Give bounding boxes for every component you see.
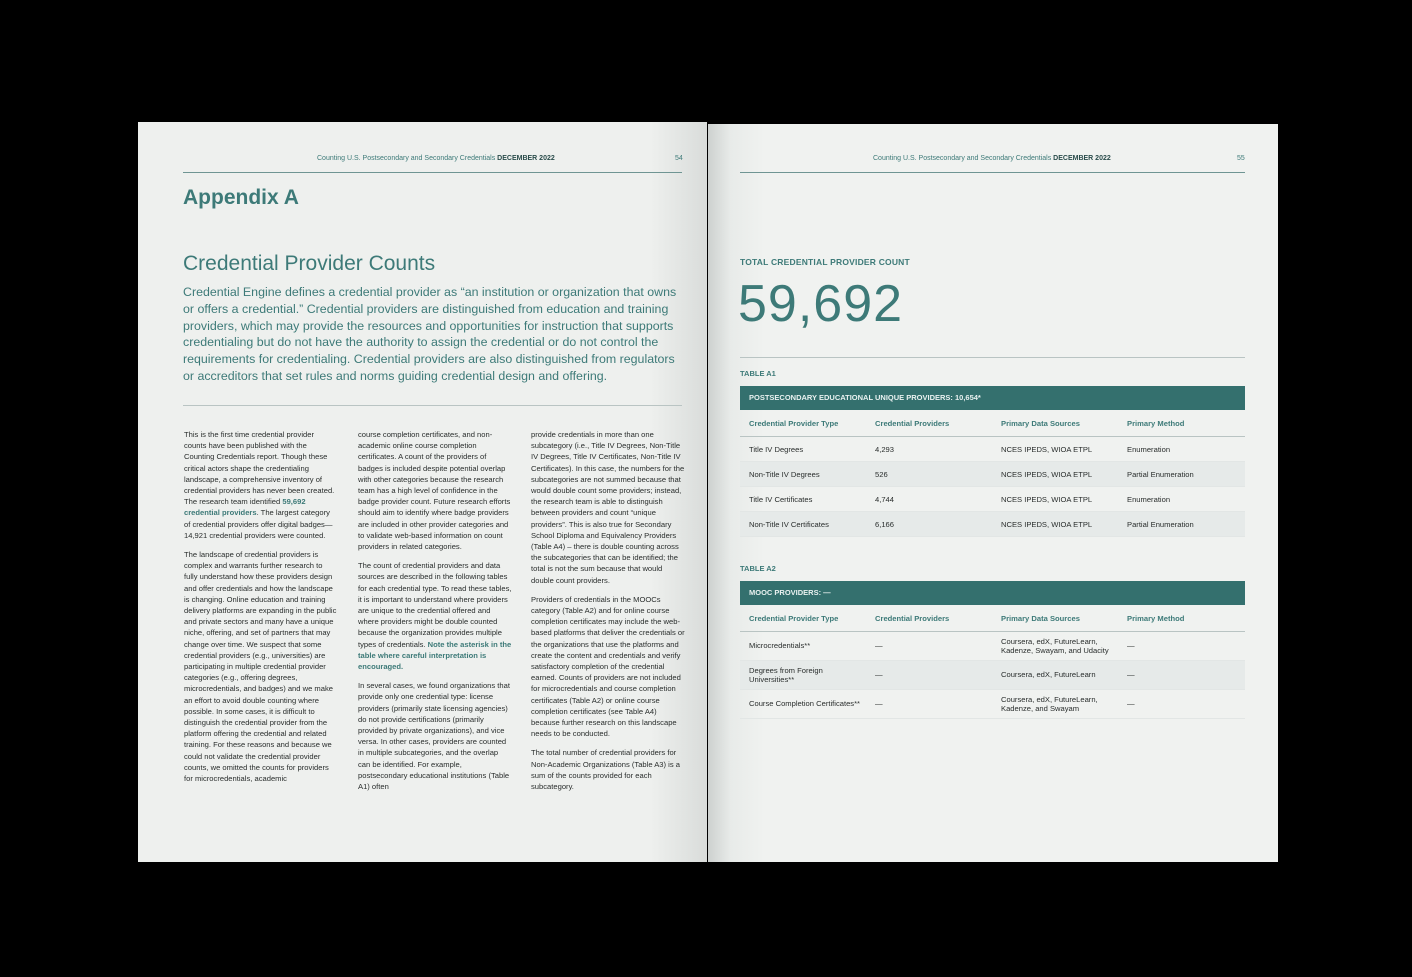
left-page: [138, 122, 707, 862]
table-cell: Coursera, edX, FutureLearn, Kadenze, and Swayam: [992, 690, 1118, 719]
running-head-title: Counting U.S. Postsecondary and Secondary Credentials: [317, 155, 496, 162]
table-cell: 4,744: [866, 487, 992, 512]
table-cell: NCES IPEDS, WIOA ETPL: [992, 512, 1118, 537]
table-cell: NCES IPEDS, WIOA ETPL: [992, 462, 1118, 487]
column-header: Credential Providers: [866, 411, 992, 437]
paragraph: [358, 560, 512, 672]
header-rule: [183, 172, 682, 173]
total-label: TOTAL CREDENTIAL PROVIDER COUNT: [740, 257, 910, 267]
column-header: Credential Provider Type: [740, 411, 866, 437]
page-number: 55: [1237, 155, 1245, 162]
total-value: 59,692: [738, 275, 904, 333]
page-number: 54: [675, 155, 683, 162]
table-a1: [740, 411, 1245, 537]
table-cell: —: [866, 690, 992, 719]
text-run: . The largest category of credential providers offer digital badges—14,921 credential providers were counted.: [184, 508, 333, 540]
table-cell: Non-Title IV Degrees: [740, 462, 866, 487]
running-head-date: DECEMBER 2022: [497, 155, 555, 162]
paragraph: The landscape of credential providers is complex and warrants further research to fully understand how these providers design and offer credentials and how the landscape is changing. Online education and training delivery platforms are expanding in the public and private sectors and many have a unique niche, offering, and set of partners that may change over time. We suspect that some credential providers (e.g., universities) are participating in multiple credential provider categories (e.g., offering degrees, microcredentials, and badges) and we make an effort to avoid double counting where possible. In some cases, it is difficult to distinguish the credential provider from the platform offering the credential and related training. For these reasons and because we could not validate the credential provider counts, we omitted the counts for providers for microcredentials, academic: [184, 550, 337, 784]
paragraph: course completion certificates, and non-academic online course completion certificates. A count of the providers of badges is included despite potential overlap with other categories because the research team has a high level of confidence in the badge provider count. Future research efforts should aim to identify where badge providers are included in other provider categories and to validate web-based information on count providers in related categories.: [358, 430, 511, 552]
table-row: [740, 487, 1245, 512]
text-run: This is the first time credential provider counts have been published with the Counting Credentials report. Though these critical actors shape the credentialing landscape, a comprehensive inventory of credential providers has never been created. The research team identified: [184, 430, 335, 507]
text-run: The count of credential providers and data sources are described in the following tables for each credential type. To read these tables, it is important to understand where providers are unique to the credential offered and where providers might be double counted because the organization provides multiple types of credentials.: [358, 561, 512, 649]
column-header: Primary Data Sources: [992, 411, 1118, 437]
column-header: Credential Provider Type: [740, 606, 866, 632]
table-cell: Microcredentials**: [740, 632, 866, 661]
column-header: Primary Method: [1118, 606, 1245, 632]
table-cell: Coursera, edX, FutureLearn: [992, 661, 1118, 690]
table-row: [740, 632, 1245, 661]
table-row: [740, 690, 1245, 719]
running-head: [873, 155, 1111, 162]
column-header: Primary Data Sources: [992, 606, 1118, 632]
table-cell: Title IV Certificates: [740, 487, 866, 512]
total-rule: [740, 357, 1245, 358]
table-cell: —: [866, 632, 992, 661]
column-header: Primary Method: [1118, 411, 1245, 437]
highlight-text: Note the asterisk in the table where careful interpretation is encouraged.: [358, 639, 512, 672]
table-cell: 6,166: [866, 512, 992, 537]
table-cell: Coursera, edX, FutureLearn, Kadenze, Swayam, and Udacity: [992, 632, 1118, 661]
running-head: [317, 155, 555, 162]
text-column-1: [184, 429, 338, 792]
table-cell: Enumeration: [1118, 487, 1245, 512]
paragraph: Providers of credentials in the MOOCs category (Table A2) and for online course completion certificates may include the web-based platforms that deliver the credentials or the organizations that use the platforms and create the content and credentials and verify satisfactory completion of the credential earned. Counts of providers are not included for microcredentials and course completion certificates (Table A2) or online course completion certificates (see Table A4) because further research on this landscape needs to be conducted.: [531, 594, 685, 739]
section-rule: [183, 405, 682, 406]
intro-paragraph: Credential Engine defines a credential provider as “an institution or organization that owns or offers a credential.” Credential providers are distinguished from education and training providers, which may provide the resources and opportunities for instruction that supports credentialing but do not have the authority to assign the credential or do not control the requirements for credentialing. Credential providers are also distinguished from regulators or accreditors that set rules and norms guiding credential design and offering.: [183, 285, 677, 383]
section-title: Credential Provider Counts: [183, 252, 436, 275]
running-head-title: Counting U.S. Postsecondary and Secondary Credentials: [873, 155, 1052, 162]
table-cell: —: [1118, 632, 1245, 661]
table-header-row: [740, 411, 1245, 437]
table-cell: Partial Enumeration: [1118, 512, 1245, 537]
running-head-date: DECEMBER 2022: [1053, 155, 1111, 162]
appendix-title: Appendix A: [183, 186, 299, 209]
table-row: [740, 512, 1245, 537]
table-cell: 526: [866, 462, 992, 487]
header-rule: [740, 172, 1245, 173]
table-header-row: [740, 606, 1245, 632]
table-cell: Non-Title IV Certificates: [740, 512, 866, 537]
table-a1-label: TABLE A1: [740, 369, 776, 378]
table-row: [740, 437, 1245, 462]
paragraph: [184, 429, 338, 541]
table-row: [740, 462, 1245, 487]
table-row: [740, 661, 1245, 690]
column-header: Credential Providers: [866, 606, 992, 632]
table-cell: NCES IPEDS, WIOA ETPL: [992, 437, 1118, 462]
table-cell: —: [1118, 690, 1245, 719]
table-a2-banner: MOOC PROVIDERS: —: [740, 581, 1245, 605]
table-a2-label: TABLE A2: [740, 564, 776, 573]
right-page: [708, 124, 1278, 862]
table-cell: Title IV Degrees: [740, 437, 866, 462]
paragraph: The total number of credential providers for Non-Academic Organizations (Table A3) is a sum of the counts provided for each subcategory.: [531, 748, 680, 792]
table-cell: Degrees from Foreign Universities**: [740, 661, 866, 690]
paragraph: provide credentials in more than one subcategory (i.e., Title IV Degrees, Non-Title IV Degrees, Title IV Certificates, Non-Title IV Certificates). In this case, the numbers for the subcategories are not summed because that would double count some providers; instead, the research team is able to distinguish between providers and count “unique providers”. This is also true for Secondary School Diploma and Equivalency Providers (Table A4) – there is double counting across the subcategories that can be identified; the total is not the sum because that would double count providers.: [531, 430, 685, 585]
paragraph: In several cases, we found organizations that provide only one credential type: license providers (primarily state licensing agencies) do not provide certifications (primarily provided by private organizations), and vice versa. In other cases, providers are counted in multiple subcategories, and the overlap can be identified. For example, postsecondary educational institutions (Table A1) often: [358, 681, 510, 792]
highlight-text: 59,692 credential providers: [184, 497, 306, 518]
table-cell: Partial Enumeration: [1118, 462, 1245, 487]
table-cell: —: [866, 661, 992, 690]
text-column-2: [358, 429, 512, 800]
table-cell: NCES IPEDS, WIOA ETPL: [992, 487, 1118, 512]
table-cell: 4,293: [866, 437, 992, 462]
table-a1-banner: POSTSECONDARY EDUCATIONAL UNIQUE PROVIDERS: 10,654*: [740, 386, 1245, 410]
table-a2: [740, 606, 1245, 719]
table-cell: Course Completion Certificates**: [740, 690, 866, 719]
text-column-3: [531, 429, 685, 800]
table-cell: Enumeration: [1118, 437, 1245, 462]
table-cell: —: [1118, 661, 1245, 690]
